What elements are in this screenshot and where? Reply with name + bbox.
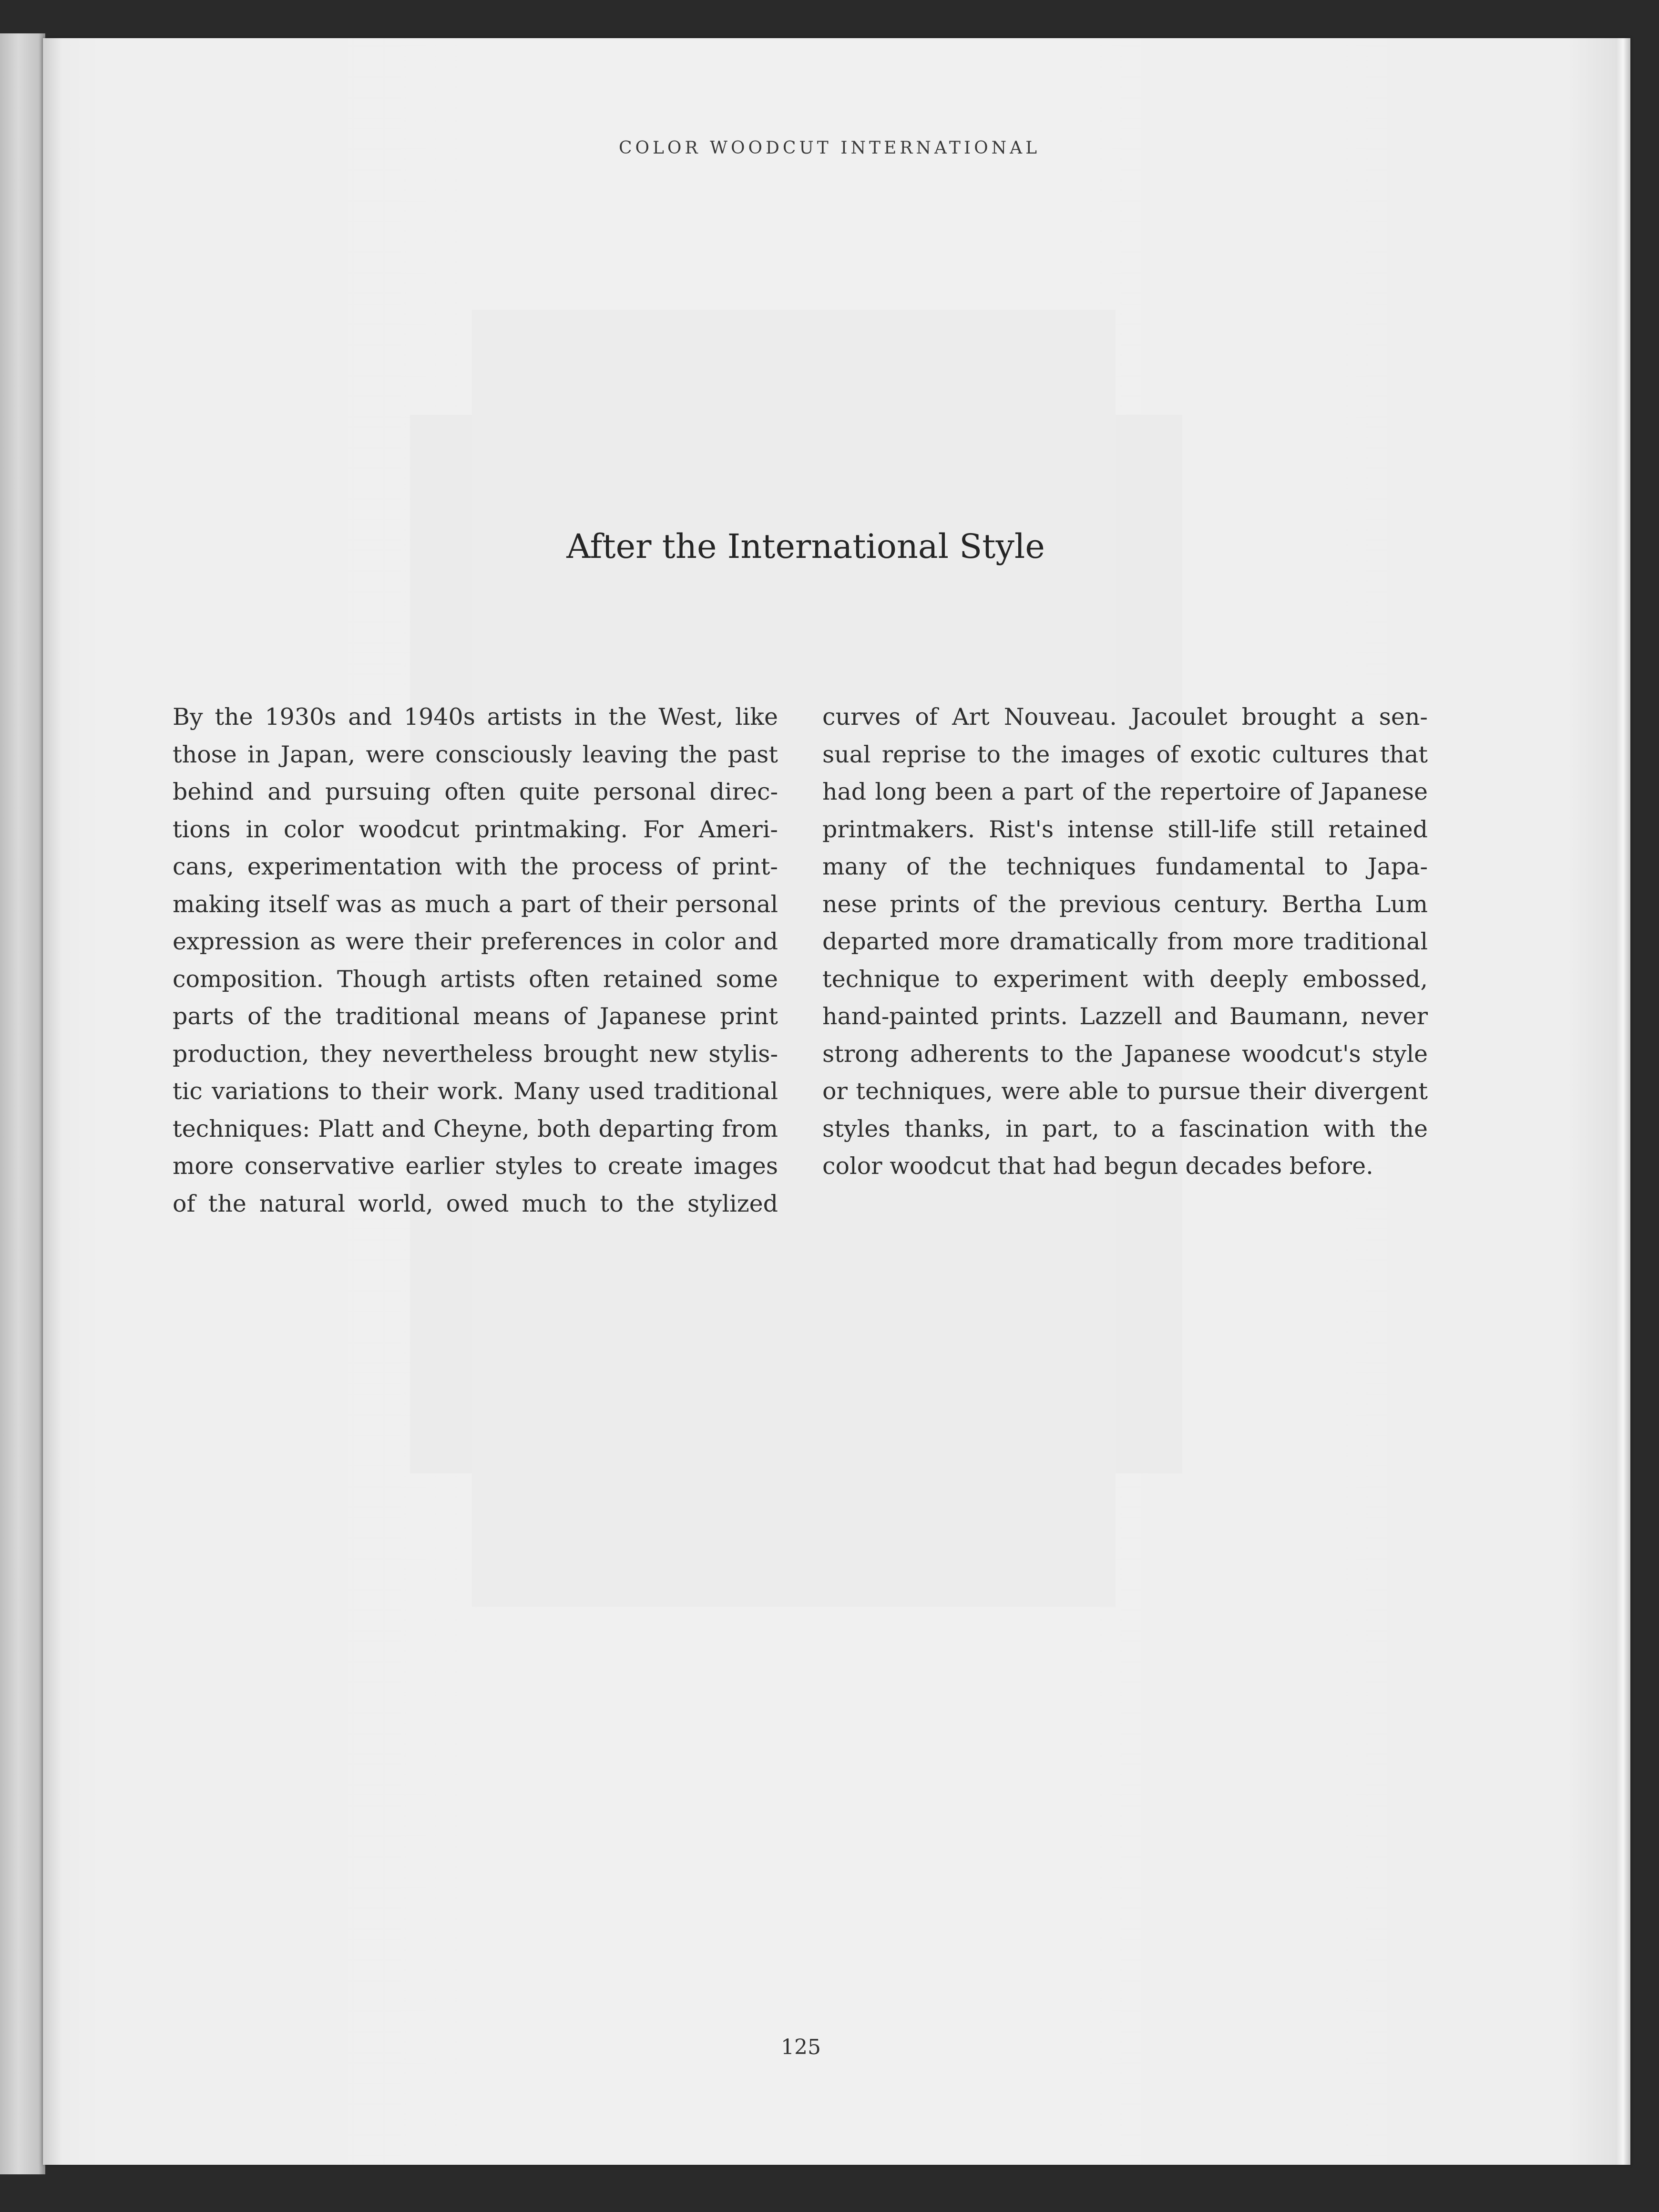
text-line: styles thanks, in part, to a fascination with the	[822, 1115, 1428, 1142]
text-line: strong adherents to the Japanese woodcut's style	[822, 1040, 1428, 1068]
text-line: many of the techniques fundamental to Japa-	[822, 853, 1428, 880]
text-line: more conservative earlier styles to create images	[173, 1152, 778, 1180]
text-line: departed more dramatically from more traditional	[822, 928, 1428, 955]
running-head: COLOR WOODCUT INTERNATIONAL	[618, 138, 1041, 158]
text-line: production, they nevertheless brought new stylis-	[173, 1040, 778, 1068]
text-line: cans, experimentation with the process of print-	[173, 853, 778, 880]
text-line: expression as were their preferences in color and	[173, 928, 778, 955]
facing-page-edge	[0, 33, 45, 2174]
text-line: nese prints of the previous century. Bertha Lum	[822, 890, 1428, 918]
text-line: hand-painted prints. Lazzell and Baumann, never	[822, 1003, 1428, 1030]
text-line: of the natural world, owed much to the stylized	[173, 1190, 778, 1217]
text-line: sual reprise to the images of exotic cultures that	[822, 741, 1428, 768]
text-line: curves of Art Nouveau. Jacoulet brought a sen-	[822, 703, 1428, 730]
text-line: composition. Though artists often retained some	[173, 965, 778, 993]
text-line: color woodcut that had begun decades before.	[822, 1152, 1373, 1180]
section-title: After the International Style	[566, 527, 1045, 566]
text-line: behind and pursuing often quite personal direc-	[173, 778, 778, 805]
text-line: tic variations to their work. Many used traditional	[173, 1078, 778, 1105]
text-line: techniques: Platt and Cheyne, both departing from	[173, 1115, 778, 1142]
text-line: parts of the traditional means of Japanese print	[173, 1003, 778, 1030]
text-line: By the 1930s and 1940s artists in the West, like	[173, 703, 778, 730]
body-text-left-column	[173, 699, 778, 1223]
page-number: 125	[781, 2035, 821, 2059]
text-line: those in Japan, were consciously leaving the past	[173, 741, 778, 768]
text-line: had long been a part of the repertoire of Japanese	[822, 778, 1428, 805]
text-line: tions in color woodcut printmaking. For Ameri-	[173, 815, 778, 843]
text-line: or techniques, were able to pursue their divergent	[822, 1078, 1428, 1105]
text-line: printmakers. Rist's intense still-life still retained	[822, 815, 1428, 843]
page-fore-edge	[1616, 38, 1630, 2165]
text-line: making itself was as much a part of their personal	[173, 890, 778, 918]
text-line: technique to experiment with deeply embossed,	[822, 965, 1428, 993]
body-text-right-column	[822, 699, 1428, 1185]
